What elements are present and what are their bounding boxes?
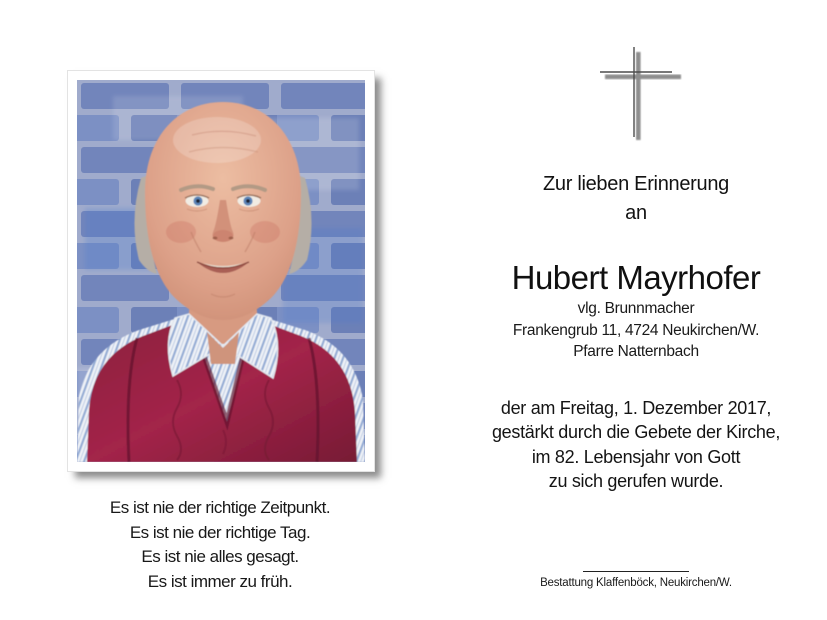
- poem-line: Es ist immer zu früh.: [147, 571, 293, 591]
- deceased-address: Frankengrub 11, 4724 Neukirchen/W.: [512, 321, 760, 339]
- deceased-block: [450, 258, 822, 363]
- poem-line: Es ist nie der richtige Zeitpunkt.: [109, 498, 331, 517]
- cross-icon: [574, 44, 698, 144]
- poem-line: Es ist nie alles gesagt.: [141, 547, 299, 566]
- deceased-vulgo: vlg. Brunnmacher: [577, 300, 695, 317]
- poem: [0, 496, 440, 594]
- obituary-line: der am Freitag, 1. Dezember 2017,: [500, 397, 772, 418]
- poem-line: Es ist nie der richtige Tag.: [129, 522, 311, 542]
- undertaker-name: Bestattung Klaffenböck, Neukirchen/W.: [540, 577, 732, 589]
- obituary-line: gestärkt durch die Gebete der Kirche,: [491, 422, 781, 442]
- portrait-photo-frame: [67, 70, 375, 472]
- remembrance-line-2: an: [625, 202, 647, 224]
- remembrance-line-1: Zur lieben Erinnerung: [542, 173, 730, 195]
- portrait-photo: [77, 80, 365, 462]
- obituary-line: im 82. Lebensjahr von Gott: [531, 446, 741, 467]
- obituary-text: [450, 396, 822, 494]
- deceased-parish: Pfarre Natternbach: [573, 343, 699, 360]
- memorial-text-column: [450, 0, 822, 494]
- deceased-name: Hubert Mayrhofer: [511, 259, 761, 296]
- obituary-line: zu sich gerufen wurde.: [548, 471, 724, 491]
- undertaker-signature: [450, 571, 822, 589]
- signature-line: [583, 571, 689, 572]
- remembrance-heading: [450, 170, 822, 228]
